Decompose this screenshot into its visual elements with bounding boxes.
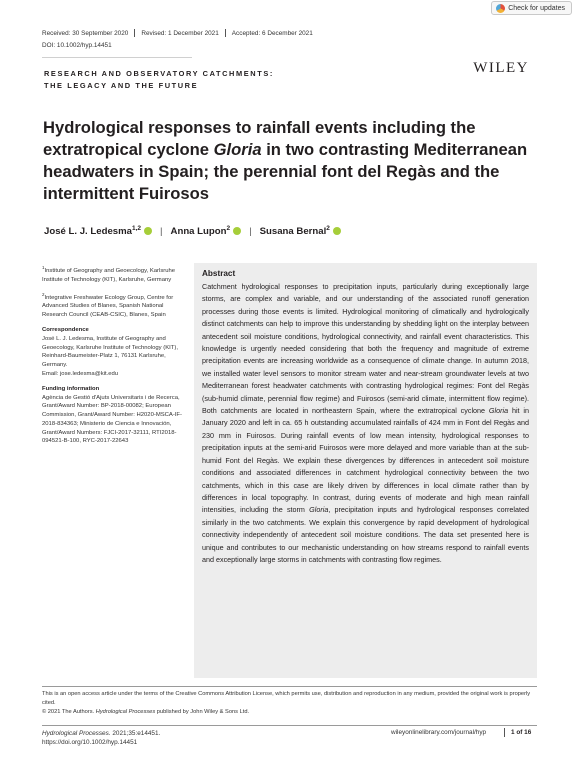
date-divider	[225, 29, 226, 37]
author-list	[44, 225, 341, 237]
copyright-text: © 2021 The Authors. Hydrological Processes published by John Wiley & Sons Ltd.	[42, 708, 250, 715]
journal-site-link[interactable]: wileyonlinelibrary.com/journal/hyp	[391, 729, 487, 736]
abstract-heading: Abstract	[202, 269, 236, 278]
author-name[interactable]: José L. J. Ledesma$^{1,2}$	[44, 225, 142, 238]
category-line-2: THE LEGACY AND THE FUTURE	[44, 81, 199, 90]
correspondence-heading: Correspondence	[42, 326, 89, 333]
page-number: 1 of 16	[511, 729, 532, 736]
affiliation: $^1$Institute of Geography and Geoecology, Karlsruhe Institute of Technology (KIT), Karlsruhe, Germany	[42, 265, 176, 283]
author-name[interactable]: Anna Lupon$^2$	[170, 225, 231, 238]
article-info-sidebar	[42, 264, 182, 452]
article-category	[44, 68, 274, 92]
publisher-logo: WILEY	[473, 60, 529, 76]
check-updates-label: Check for updates	[508, 4, 565, 12]
funding-text: Agència de Gestió d'Ajuts Universitaris i de Recerca, Grant/Award Number: BP-2018-00082; European Commission, Grant/Award Number: H2020-MSCA-IF-2018-834363; Ministerio de Ciencia e Innovación, Grant/Award Numbers: FJCI-2017-32111, RTI2018-094521-B-100, RYC-2017-22643	[42, 394, 182, 445]
orcid-icon[interactable]	[233, 227, 241, 235]
license-text: This is an open access article under the terms of the Creative Commons Attribution License, which permits use, distribution and reproduction in any medium, provided the original work is properly cited.	[42, 691, 531, 706]
affiliation: $^2$Integrative Freshwater Ecology Group, Centre for Advanced Studies of Blanes, Spanish National Research Council (CEAB-CSIC), Blanes, Spain	[42, 291, 174, 319]
abstract-panel	[194, 263, 537, 678]
correspondence-email[interactable]: Email: jose.ledesma@kit.edu	[42, 370, 119, 377]
funding-information	[42, 385, 182, 447]
journal-citation: Hydrological Processes. 2021;35:e14451. https://doi.org/10.1002/hyp.14451	[42, 730, 161, 746]
article-dates	[42, 29, 313, 37]
header-doi: DOI: 10.1002/hyp.14451	[42, 42, 112, 49]
license-notice	[42, 690, 537, 716]
author-name[interactable]: Susana Bernal$^2$	[259, 225, 330, 238]
abstract-text: Catchment hydrological responses to precipitation inputs, particularly during exceptionally large storms, are complex and variable, and our understanding of the associated runoff generation processes during those events is limited. Hydrological monitoring of climatically and hydrologically distinct catchments can help to improve this understanding by shedding light on the interplay between antecedent soil moisture conditions, hydrological connectivity, and rainfall event characteristics. This knowledge is urgently needed considering that both the frequency and magnitude of extreme precipitation events are increasing worldwide as a consequence of climate change. In autumn 2018, we installed water level sensors to monitor stream water and near-stream groundwater levels at two Mediterranean forest headwater catchments with contrasting hydrological regimes: Font del Regàs (sub-humid climate, perennial flow regime) and Fuirosos (semi-arid climate, intermittent flow regime). Both catchments are located in northeastern Spain, where the extratropical cyclone Gloria hit in January 2020 and left in ca. 65 h outstanding accumulated rainfalls of 424 mm in Font del Regàs and 230 mm in Fuirosos. During rainfall events of low mean intensity, hydrological responses to precipitation inputs at the semi-arid Fuirosos were more delayed and more variable than at the sub-humid Font del Regàs. We explain these divergences by differences in antecedent soil moisture conditions and associated differences in catchment hydrological connectivity between the two catchments, which in this case are likely driven by differences in local climate rather than by differences in local topography. In contrast, during events of moderate and high mean rainfall intensities, including the storm Gloria, precipitation inputs and hydrological responses correlated similarly in the two catchments. We explain this convergence by rapid development of hydrological connectivity independently of antecedent soil moisture conditions. The data set presented here is unique and contributes to our mechanistic understanding on how streams respond to rainfall events and exceptionally large storms in catchments with contrasting flow regimes.	[202, 282, 529, 564]
orcid-icon[interactable]	[144, 227, 152, 235]
correspondence-text: José L. J. Ledesma, Institute of Geography and Geoecology, Karlsruhe Institute of Technology (KIT), Reinhard-Baumeister-Platz 1, 76131 Karlsruhe, Germany.	[42, 335, 178, 369]
author-divider: |	[249, 225, 252, 237]
article-title: Hydrological responses to rainfall events including the extratropical cyclone Gloria in two contrasting Mediterranean headwaters in Spain; the perennial font del Regàs and the intermittent Fuirosos	[43, 118, 528, 203]
footer-divider	[504, 728, 505, 737]
license-rule	[42, 686, 537, 687]
check-for-updates-button[interactable]	[491, 1, 572, 15]
received-date: Received: 30 September 2020	[42, 29, 129, 37]
revised-date: Revised: 1 December 2021	[141, 29, 219, 37]
date-divider	[134, 29, 135, 37]
footer-rule	[42, 725, 537, 726]
header-rule	[42, 57, 192, 58]
accepted-date: Accepted: 6 December 2021	[231, 29, 313, 37]
correspondence	[42, 326, 182, 379]
footer-doi-link[interactable]: https://doi.org/10.1002/hyp.14451	[42, 739, 138, 746]
funding-heading: Funding information	[42, 385, 100, 392]
check-updates-icon	[496, 4, 505, 13]
orcid-icon[interactable]	[333, 227, 341, 235]
category-line-1: RESEARCH AND OBSERVATORY CATCHMENTS:	[44, 69, 274, 78]
author-divider: |	[160, 225, 163, 237]
